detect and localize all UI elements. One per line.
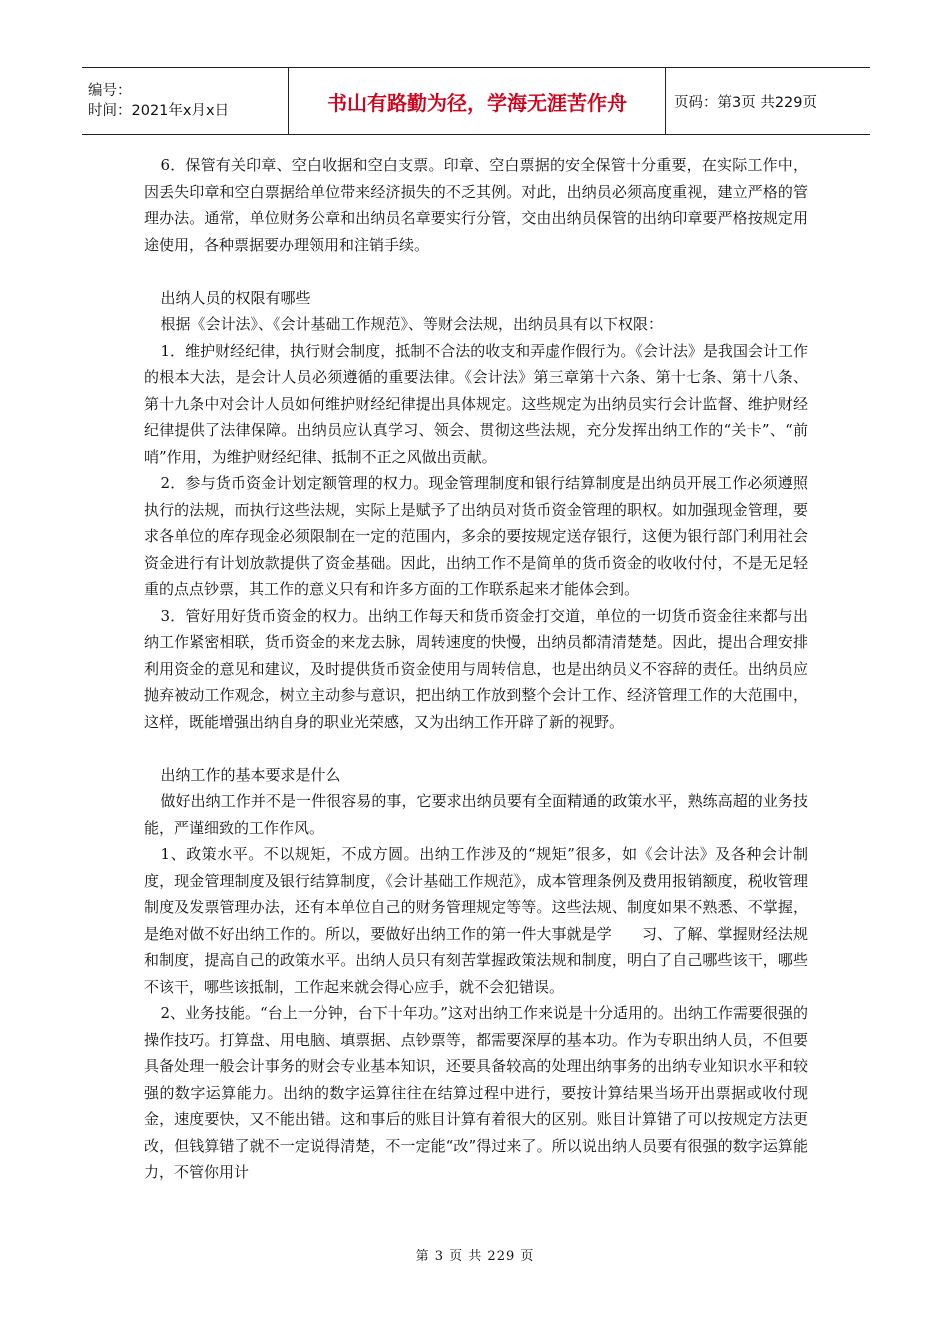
header-meta: [82, 68, 289, 135]
paragraph: 做好出纳工作并不是一件很容易的事，它要求出纳员要有全面精通的政策水平，熟练高超的业务技能，严谨细致的工作作风。: [144, 792, 808, 837]
header-page-label: 页码：第3页 共229页: [666, 68, 871, 135]
document-header: [82, 67, 870, 135]
paragraph: 6．保管有关印章、空白收据和空白支票。印章、空白票据的安全保管十分重要，在实际工作中，因丢失印章和空白票据给单位带来经济损失的不乏其例。对此，出纳员必须高度重视，建立严格的管理办法。通常，单位财务公章和出纳员名章要实行分管，交由出纳员保管的出纳印章要严格按规定用途使用，各种票据要办理领用和注销手续。: [144, 156, 808, 254]
document-body: [144, 152, 808, 1186]
paragraph: 根据《会计法》、《会计基础工作规范》、等财会法规，出纳员具有以下权限：: [160, 315, 664, 333]
paragraph: 2、业务技能。“台上一分钟，台下十年功。”这对出纳工作来说是十分适用的。出纳工作需要很强的操作技巧。打算盘、用电脑、填票据、点钞票等，都需要深厚的基本功。作为专职出纳人员，不但要具备处理一般会计事务的财会专业基本知识，还要具备较高的处理出纳事务的出纳专业知识水平和较强的数字运算能力。出纳的数字运算往往在结算过程中进行，要按计算结果当场开出票据或收付现金，速度要快，又不能出错。这和事后的账目计算有着很大的区别。账目计算错了可以按规定方法更改，但钱算错了就不一定说得清楚，不一定能“改”得过来了。所以说出纳人员要有很强的数字运算能力，不管你用计: [144, 1004, 808, 1181]
section-heading: 出纳工作的基本要求是什么: [160, 765, 341, 784]
section-heading: 出纳人员的权限有哪些: [160, 288, 311, 307]
document-time-label: 时间：2021年x月x日: [88, 103, 230, 119]
paragraph: 2．参与货币资金计划定额管理的权力。现金管理制度和银行结算制度是出纳员开展工作必须遵照执行的法规，而执行这些法规，实际上是赋予了出纳员对货币资金管理的职权。如加强现金管理，要求各单位的库存现金必须限制在一定的范围内，多余的要按规定送存银行，这便为银行部门利用社会资金进行有计划放款提供了资金基础。因此，出纳工作不是简单的货币资金的收收付付，不是无足轻重的点点钞票，其工作的意义只有和许多方面的工作联系起来才能体会到。: [144, 474, 808, 598]
paragraph: 3．管好用好货币资金的权力。出纳工作每天和货币资金打交道，单位的一切货币资金往来都与出纳工作紧密相联，货币资金的来龙去脉，周转速度的快慢，出纳员都清清楚楚。因此，提出合理安排利用资金的意见和建议，及时提供货币资金使用与周转信息，也是出纳员义不容辞的责任。出纳员应抛弃被动工作观念，树立主动参与意识，把出纳工作放到整个会计工作、经济管理工作的大范围中，这样，既能增强出纳自身的职业光荣感，又为出纳工作开辟了新的视野。: [144, 606, 808, 731]
paragraph: 1、政策水平。不以规矩，不成方圆。出纳工作涉及的“规矩”很多，如《会计法》及各种会计制度，现金管理制度及银行结算制度，《会计基础工作规范》，成本管理条例及费用报销额度，税收管理制度及发票管理办法，还有本单位自己的财务管理规定等等。这些法规、制度如果不熟悉、不掌握，是绝对做不好出纳工作的。所以，要做好出纳工作的第一件大事就是学 习、了解、掌握财经法规和制度，提高自己的政策水平。出纳人员只有刻苦掌握政策法规和制度，明白了自己哪些该干，哪些不该干，哪些该抵制，工作起来就会得心应手，就不会犯错误。: [144, 845, 808, 996]
page-footer: 第 3 页 共 229 页: [415, 1249, 535, 1264]
header-motto: 书山有路勤为径，学海无涯苦作舟: [289, 68, 666, 135]
document-number-label: 编号：: [88, 83, 132, 99]
paragraph: 1．维护财经纪律，执行财会制度，抵制不合法的收支和弄虚作假行为。《会计法》是我国会计工作的根本大法，是会计人员必须遵循的重要法律。《会计法》第三章第十六条、第十七条、第十八条、第十九条中对会计人员如何维护财经纪律提出具体规定。这些规定为出纳员实行会计监督、维护财经纪律提供了法律保障。出纳员应认真学习、领会、贯彻这些法规，充分发挥出纳工作的“关卡”、“前哨”作用，为维护财经纪律、抵制不正之风做出贡献。: [144, 341, 808, 466]
